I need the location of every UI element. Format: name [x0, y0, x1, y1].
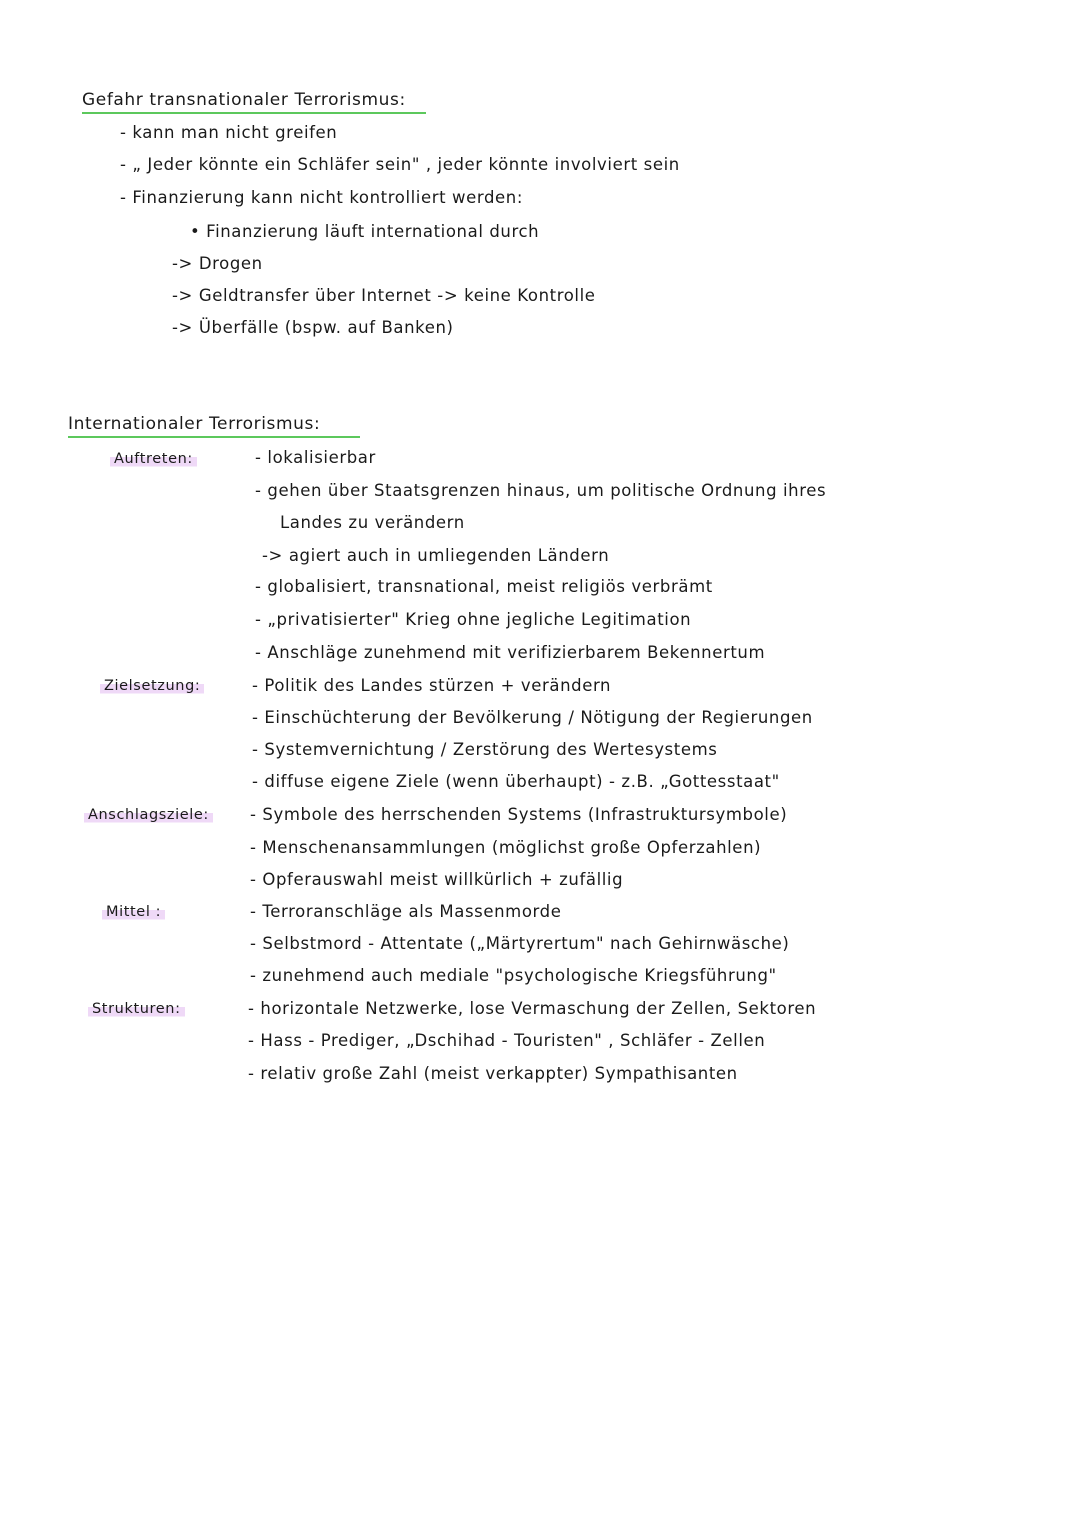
section2-line-17: - zunehmend auch mediale "psychologische Kriegsführung" — [250, 966, 777, 985]
section2-line-20: - relativ große Zahl (meist verkappter) Sympathisanten — [248, 1064, 738, 1083]
label-anschlagsziele: Anschlagsziele: — [84, 806, 213, 824]
section1-line-3: - Finanzierung kann nicht kontrolliert werden: — [120, 188, 524, 207]
section2-line-6: - „privatisierter" Krieg ohne jegliche Legitimation — [255, 610, 692, 629]
section2-line-18: - horizontale Netzwerke, lose Vermaschung der Zellen, Sektoren — [248, 999, 817, 1018]
section2-line-7: - Anschläge zunehmend mit verifizierbarem Bekennertum — [255, 643, 766, 662]
label-zielsetzung: Zielsetzung: — [100, 677, 204, 695]
section2-line-11: - diffuse eigene Ziele (wenn überhaupt) - z.B. „Gottesstaat" — [252, 772, 780, 791]
section2-line-13: - Menschenansammlungen (möglichst große Opferzahlen) — [250, 838, 762, 857]
section2-line-19: - Hass - Prediger, „Dschihad - Touristen" , Schläfer - Zellen — [248, 1031, 766, 1050]
section2-line-4: -> agiert auch in umliegenden Ländern — [262, 546, 610, 565]
section2-line-5: - globalisiert, transnational, meist religiös verbrämt — [255, 577, 713, 596]
section2-line-2: - gehen über Staatsgrenzen hinaus, um politische Ordnung ihres — [255, 481, 827, 500]
section1-line-5: -> Drogen — [172, 254, 263, 273]
section1-line-2: - „ Jeder könnte ein Schläfer sein" , jeder könnte involviert sein — [120, 155, 680, 174]
section1-line-6: -> Geldtransfer über Internet -> keine Kontrolle — [172, 286, 596, 305]
section2-line-10: - Systemvernichtung / Zerstörung des Wertesystems — [252, 740, 718, 759]
section2-heading: Internationaler Terrorismus: — [68, 414, 360, 438]
section2-line-8: - Politik des Landes stürzen + verändern — [252, 676, 612, 695]
section2-line-16: - Selbstmord - Attentate („Märtyrertum" nach Gehirnwäsche) — [250, 934, 790, 953]
section1-line-7: -> Überfälle (bspw. auf Banken) — [172, 318, 454, 337]
section2-line-9: - Einschüchterung der Bevölkerung / Nötigung der Regierungen — [252, 708, 813, 727]
section2-line-1: - lokalisierbar — [255, 448, 376, 467]
section2-line-3: Landes zu verändern — [280, 513, 465, 532]
section1-line-4: • Finanzierung läuft international durch — [190, 222, 540, 241]
section1-line-1: - kann man nicht greifen — [120, 123, 338, 142]
section2-line-12: - Symbole des herrschenden Systems (Infrastruktursymbole) — [250, 805, 788, 824]
label-auftreten: Auftreten: — [110, 450, 197, 468]
section1-heading: Gefahr transnationaler Terrorismus: — [82, 90, 426, 114]
label-strukturen: Strukturen: — [88, 1000, 185, 1018]
section2-line-14: - Opferauswahl meist willkürlich + zufällig — [250, 870, 624, 889]
section2-line-15: - Terroranschläge als Massenmorde — [250, 902, 562, 921]
label-mittel: Mittel : — [102, 903, 165, 921]
